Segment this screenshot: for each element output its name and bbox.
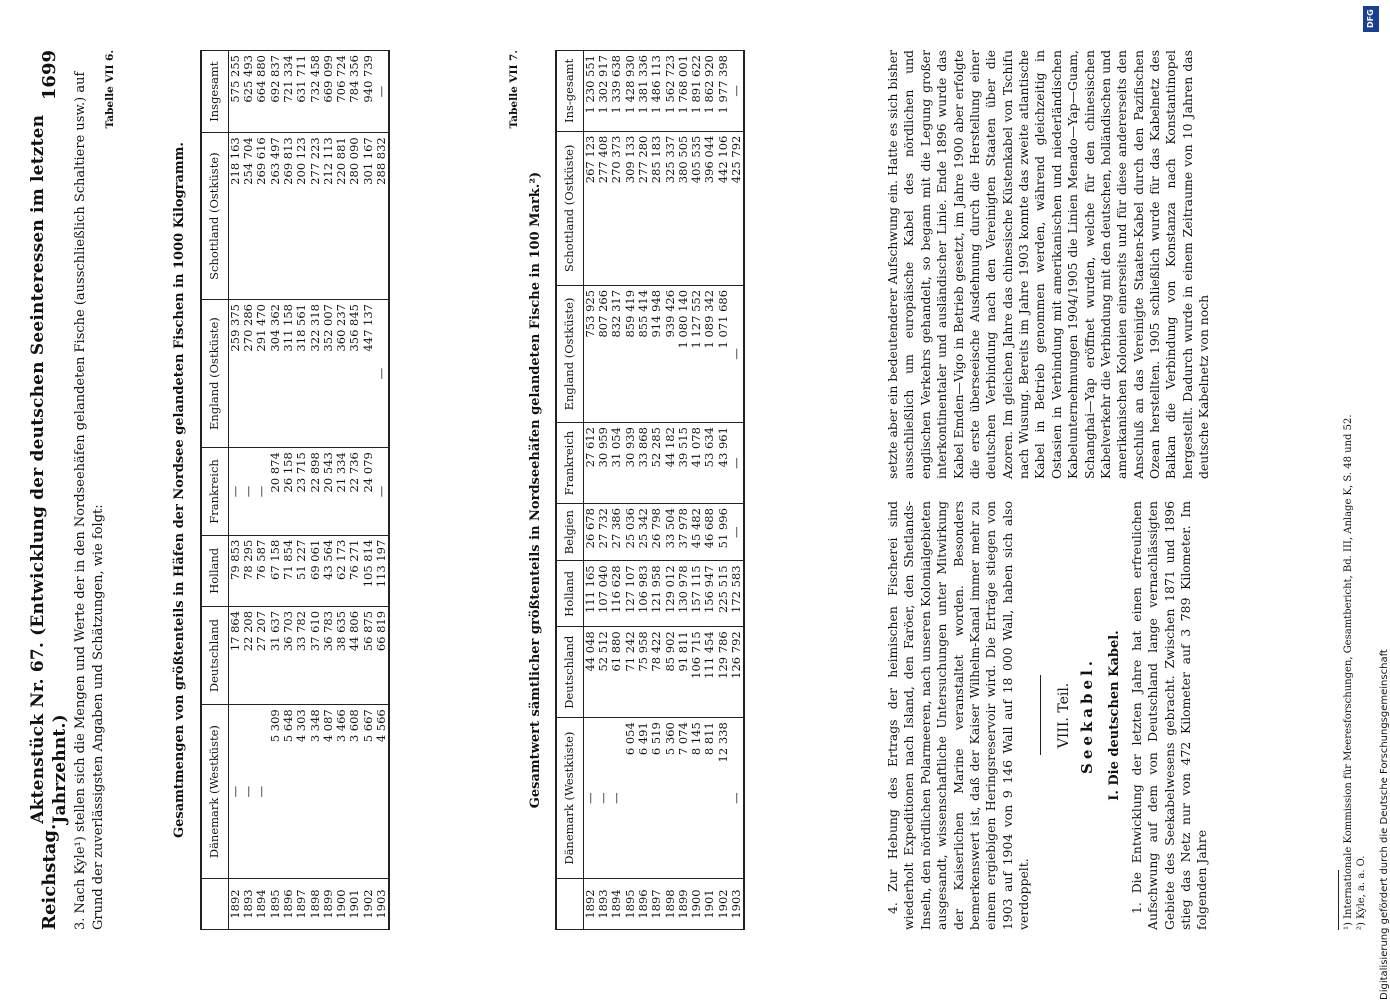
- value-cell: 27 207: [255, 606, 268, 704]
- value-cell: —: [375, 51, 389, 133]
- year-cell: 1901: [703, 879, 716, 930]
- value-cell: 44 182: [664, 423, 677, 504]
- value-cell: 25 036: [624, 504, 637, 561]
- paragraph-cables-continued: setzte aber ein bedeutenderer Aufschwung ein. Hatte es sich bisher ausschließlich um europäische Kabel des nördlichen und englischen Verkehrs gehandelt, so begann mit die Legung großer interkontinentaler und ausländischer Linie. Ende 1896 wurde das Kabel Emden—Vigo in Betrieb gesetzt, im Jahre 1900 aber erfolgte die erste überseeische Ausdehnung durch die Herstellung einer deutschen Verbindung nach den Vereinigten Staaten über die Azoren. Im gleichen Jahre das chinesische Küstenkabel von Tschifu nach Wusung. Bereits im Jahre 1903 konnte das zweite atlantische Kabel in Betrieb genommen werden, während gleichzeitig in Ostasien in Verbindung mit amerikanischen und niederländischen Kabelunternehmungen 1904/1905 die Linien Menado—Yap—Guam, Schanghai—Yap eröffnet wurden, welche für den chinesischen Kabelverkehr die Verbindung mit den deutschen, holländischen und amerikanischen Kolonien einerseits und für diese andererseits den Anschluß an das Vereinigte Staaten-Kabel durch den Pazifischen Ozean herstellten. 1905 schließlich wurde für das Kabelnetz des Balkan die Verbindung von Konstanza nach Konstantinopel hergestellt. Dadurch wurde in einem Zeitraume von 10 Jahren das deutsche Kabelnetz von noch: [885, 50, 1212, 479]
- column-header: [556, 879, 583, 930]
- value-cell: 631 711: [295, 51, 308, 133]
- year-cell: 1897: [295, 879, 308, 930]
- value-cell: 111 165: [583, 561, 597, 627]
- value-cell: 721 334: [282, 51, 295, 133]
- value-cell: 130 978: [677, 561, 690, 627]
- value-cell: —: [228, 448, 242, 536]
- year-cell: 1898: [309, 879, 322, 930]
- table-row: [362, 51, 375, 930]
- value-cell: 62 173: [335, 535, 348, 606]
- value-cell: 270 286: [242, 300, 255, 448]
- value-cell: —: [255, 705, 268, 879]
- year-cell: 1901: [348, 879, 361, 930]
- column-header: England (Ostküste): [201, 300, 228, 448]
- year-cell: 1898: [664, 879, 677, 930]
- table-row: [375, 51, 389, 930]
- value-cell: 121 958: [650, 561, 663, 627]
- value-cell: 33 782: [295, 606, 308, 704]
- value-cell: 30 939: [624, 423, 637, 504]
- paragraph-cables-intro: 1. Die Entwicklung der letzten Jahre hat einen erfreulichen Aufschwung auf dem von Deutschland lange vernachlässigten Gebiete des Seekabelwesens gebracht. Zwischen 1871 und 1896 stieg das Netz nur von 472 Kilometer auf 3 789 Kilometer. Im folgenden Jahre: [1128, 501, 1210, 930]
- value-cell: 212 113: [322, 133, 335, 300]
- text-columns: [885, 50, 1355, 930]
- value-cell: 78 295: [242, 535, 255, 606]
- value-cell: 51 996: [717, 504, 730, 561]
- value-cell: 46 688: [703, 504, 716, 561]
- value-cell: 105 814: [362, 535, 375, 606]
- value-cell: 41 078: [690, 423, 703, 504]
- value-cell: 1 339 638: [610, 51, 623, 132]
- value-cell: 37 610: [309, 606, 322, 704]
- intro-text: 3. Nach Kyle¹) stellen sich die Mengen und Werte der in den Nordseehäfen gelandeten Fische (ausschließlich Schaltiere usw.) auf Grund der zuverlässigsten Angaben und Schätzungen, wie folgt:: [73, 71, 106, 930]
- value-cell: 1 071 686: [717, 285, 730, 422]
- value-cell: 6 054: [624, 718, 637, 879]
- column-header: Holland: [201, 535, 228, 606]
- value-cell: 1 862 920: [703, 51, 716, 132]
- value-cell: 6 519: [650, 718, 663, 879]
- value-cell: 52 285: [650, 423, 663, 504]
- value-cell: 23 715: [295, 448, 308, 536]
- value-cell: 61 880: [610, 627, 623, 718]
- table-row: [664, 51, 677, 930]
- table2-tag: Tabelle VII 7.: [508, 50, 520, 129]
- value-cell: 318 561: [295, 300, 308, 448]
- value-cell: 4 566: [375, 705, 389, 879]
- table-row: [242, 51, 255, 930]
- value-cell: 76 271: [348, 535, 361, 606]
- year-cell: 1902: [362, 879, 375, 930]
- value-cell: 1 891 622: [690, 51, 703, 132]
- value-cell: 44 806: [348, 606, 361, 704]
- column-header: Insgesamt: [201, 51, 228, 133]
- year-cell: 1902: [717, 879, 730, 930]
- digitization-sideline: [1363, 0, 1390, 1000]
- value-cell: 1 562 723: [664, 51, 677, 132]
- value-cell: 127 107: [624, 561, 637, 627]
- year-cell: 1900: [690, 879, 703, 930]
- table-row: [677, 51, 690, 930]
- value-cell: —: [583, 718, 597, 879]
- value-cell: 8 811: [703, 718, 716, 879]
- value-cell: —: [730, 51, 744, 132]
- column-header: Ins-gesamt: [556, 51, 583, 132]
- value-cell: 12 338: [717, 718, 730, 879]
- value-cell: —: [730, 423, 744, 504]
- value-cell: 30 959: [597, 423, 610, 504]
- value-cell: 291 470: [255, 300, 268, 448]
- value-cell: 269 616: [255, 133, 268, 300]
- value-cell: 225 515: [717, 561, 730, 627]
- value-cell: 280 090: [348, 133, 361, 300]
- value-cell: 36 703: [282, 606, 295, 704]
- text-column-left: [885, 501, 1355, 930]
- value-cell: 51 227: [295, 535, 308, 606]
- value-cell: 116 628: [610, 561, 623, 627]
- value-cell: 44 048: [583, 627, 597, 718]
- value-cell: 285 183: [650, 131, 663, 285]
- value-cell: 39 515: [677, 423, 690, 504]
- value-cell: 26 678: [583, 504, 597, 561]
- value-cell: —: [375, 300, 389, 448]
- divider: [1040, 676, 1041, 756]
- table-row: [228, 51, 242, 930]
- value-cell: 113 197: [375, 535, 389, 606]
- year-cell: 1900: [335, 879, 348, 930]
- column-header: Dänemark (Westküste): [201, 705, 228, 879]
- value-cell: 21 334: [335, 448, 348, 536]
- table-row: [348, 51, 361, 930]
- value-cell: 4 303: [295, 705, 308, 879]
- table-header-row: [556, 51, 583, 930]
- column-header: Deutschland: [201, 606, 228, 704]
- value-cell: 259 375: [228, 300, 242, 448]
- table-row: [583, 51, 597, 930]
- value-cell: 156 947: [703, 561, 716, 627]
- value-cell: 7 074: [677, 718, 690, 879]
- value-cell: 1 302 917: [597, 51, 610, 132]
- header-left: Reichstag.: [39, 823, 61, 930]
- year-cell: 1899: [677, 879, 690, 930]
- value-cell: 669 099: [322, 51, 335, 133]
- value-cell: 1 127 552: [690, 285, 703, 422]
- value-cell: 807 266: [597, 285, 610, 422]
- footnote-2: ²) Kyle, a. a. O.: [1355, 855, 1367, 930]
- column-header: Schottland (Ostküste): [201, 133, 228, 300]
- year-cell: 1892: [228, 879, 242, 930]
- value-cell: —: [610, 718, 623, 879]
- column-header: Frankreich: [556, 423, 583, 504]
- value-cell: 277 280: [637, 131, 650, 285]
- value-cell: 20 543: [322, 448, 335, 536]
- value-cell: 288 832: [375, 133, 389, 300]
- table-row: [295, 51, 308, 930]
- value-cell: 425 792: [730, 131, 744, 285]
- column-header: England (Ostküste): [556, 285, 583, 422]
- dfg-logo: DFG: [1363, 6, 1379, 32]
- column-header: Deutschland: [556, 627, 583, 718]
- value-cell: 27 732: [597, 504, 610, 561]
- table-row: [255, 51, 268, 930]
- value-cell: 575 255: [228, 51, 242, 133]
- value-cell: 325 337: [664, 131, 677, 285]
- value-cell: 53 634: [703, 423, 716, 504]
- value-cell: 732 458: [309, 51, 322, 133]
- value-cell: 20 874: [269, 448, 282, 536]
- value-cell: —: [375, 448, 389, 536]
- value-cell: 939 426: [664, 285, 677, 422]
- value-cell: 43 961: [717, 423, 730, 504]
- table-row: [717, 51, 730, 930]
- column-header: Belgien: [556, 504, 583, 561]
- table-row: [309, 51, 322, 930]
- value-cell: 254 704: [242, 133, 255, 300]
- year-cell: 1903: [375, 879, 389, 930]
- value-cell: 3 608: [348, 705, 361, 879]
- table-row: [637, 51, 650, 930]
- value-cell: 126 792: [730, 627, 744, 718]
- value-cell: 24 079: [362, 448, 375, 536]
- value-cell: 157 115: [690, 561, 703, 627]
- value-cell: 706 724: [335, 51, 348, 133]
- table-row: [690, 51, 703, 930]
- value-cell: 56 875: [362, 606, 375, 704]
- value-cell: 692 837: [269, 51, 282, 133]
- value-cell: 129 012: [664, 561, 677, 627]
- value-cell: 8 145: [690, 718, 703, 879]
- value-cell: —: [242, 705, 255, 879]
- value-cell: 5 309: [269, 705, 282, 879]
- value-cell: 129 786: [717, 627, 730, 718]
- table-row: [282, 51, 295, 930]
- year-cell: 1895: [624, 879, 637, 930]
- value-cell: 4 087: [322, 705, 335, 879]
- value-cell: 664 880: [255, 51, 268, 133]
- value-cell: 352 007: [322, 300, 335, 448]
- year-cell: 1903: [730, 879, 744, 930]
- value-cell: 360 237: [335, 300, 348, 448]
- value-cell: 26 798: [650, 504, 663, 561]
- value-cell: 17 864: [228, 606, 242, 704]
- table-row: [269, 51, 282, 930]
- value-cell: 1 230 551: [583, 51, 597, 132]
- value-cell: 311 158: [282, 300, 295, 448]
- value-cell: 36 783: [322, 606, 335, 704]
- year-cell: 1893: [597, 879, 610, 930]
- value-cell: 85 902: [664, 627, 677, 718]
- page-number: 1699: [39, 50, 61, 101]
- value-cell: 22 208: [242, 606, 255, 704]
- value-cell: 75 958: [637, 627, 650, 718]
- value-cell: 277 408: [597, 131, 610, 285]
- value-cell: 396 044: [703, 131, 716, 285]
- value-cell: 71 242: [624, 627, 637, 718]
- table-row: [650, 51, 663, 930]
- table-header-row: [201, 51, 228, 930]
- section-heading: I. Die deutschen Kabel.: [1106, 630, 1122, 801]
- text-column-right: [885, 50, 1355, 479]
- value-cell: 69 061: [309, 535, 322, 606]
- table-row: [610, 51, 623, 930]
- year-cell: 1894: [255, 879, 268, 930]
- paragraph-fisheries: 4. Zur Hebung des Ertrags der heimischen Fischerei sind wiederholt Expeditionen nach Island, den Faröer, den Shetlands-Inseln, den nördlichen Polarmeeren, nach unseren Kolonialgebieten ausgesandt, wissenschaftliche Untersuchungen unter Mitwirkung der Kaiserlichen Marine veranstaltet worden. Besonders bemerkenswert ist, daß der Kaiser Wilhelm-Kanal immer mehr zu einem ergiebigen Heringsreservoir wird. Die Erträge stiegen von 1903 auf 1904 von 9 146 Wall auf 18 000 Wall, haben sich also verdoppelt.: [885, 501, 1031, 930]
- value-cell: 106 983: [637, 561, 650, 627]
- value-cell: 356 845: [348, 300, 361, 448]
- value-cell: 405 535: [690, 131, 703, 285]
- value-cell: 43 564: [322, 535, 335, 606]
- value-cell: 91 811: [677, 627, 690, 718]
- value-cell: 5 667: [362, 705, 375, 879]
- value-cell: 45 482: [690, 504, 703, 561]
- value-cell: —: [730, 504, 744, 561]
- value-cell: 267 123: [583, 131, 597, 285]
- page-header: [30, 50, 70, 930]
- value-cell: 106 715: [690, 627, 703, 718]
- part-title: Seekabel.: [1077, 657, 1096, 774]
- value-cell: 27 386: [610, 504, 623, 561]
- table1-caption: Gesamtmengen von größtenteils in Häfen der Nordsee gelandeten Fischen in 1000 Kilogramm.: [172, 142, 187, 838]
- value-cell: 859 419: [624, 285, 637, 422]
- value-cell: 200 123: [295, 133, 308, 300]
- table2-caption: Gesamtwert sämtlicher größtenteils in Nordseehäfen gelandeten Fische in 100 Mark.²): [528, 171, 543, 809]
- value-cell: 301 167: [362, 133, 375, 300]
- value-cell: 26 158: [282, 448, 295, 536]
- table-row: [597, 51, 610, 930]
- value-cell: 3 466: [335, 705, 348, 879]
- column-header: Frankreich: [201, 448, 228, 536]
- year-cell: 1896: [282, 879, 295, 930]
- year-cell: 1894: [610, 879, 623, 930]
- table-row: [703, 51, 716, 930]
- value-cell: 309 133: [624, 131, 637, 285]
- year-cell: 1893: [242, 879, 255, 930]
- value-cell: 322 318: [309, 300, 322, 448]
- value-cell: —: [242, 448, 255, 536]
- funding-note: Digitalisierung gefördert durch die Deutsche Forschungsgemeinschaft: [1379, 649, 1390, 1000]
- value-cell: 22 736: [348, 448, 361, 536]
- value-cell: —: [730, 718, 744, 879]
- value-cell: 218 163: [228, 133, 242, 300]
- value-cell: 25 342: [637, 504, 650, 561]
- column-header: Holland: [556, 561, 583, 627]
- value-cell: 111 454: [703, 627, 716, 718]
- table-row: [322, 51, 335, 930]
- value-cell: 832 317: [610, 285, 623, 422]
- value-cell: —: [597, 718, 610, 879]
- value-cell: 66 819: [375, 606, 389, 704]
- table-fish-values: [555, 50, 745, 930]
- value-cell: 447 137: [362, 300, 375, 448]
- value-cell: 172 583: [730, 561, 744, 627]
- footnote-1: ¹) Internationale Kommission für Meeresforschungen, Gesamtbericht, Bd. III, Anlage K, S. 48 und 52.: [1343, 414, 1354, 930]
- value-cell: 52 512: [597, 627, 610, 718]
- value-cell: 784 356: [348, 51, 361, 133]
- value-cell: 22 898: [309, 448, 322, 536]
- column-header: [201, 879, 228, 930]
- value-cell: 753 925: [583, 285, 597, 422]
- value-cell: 6 491: [637, 718, 650, 879]
- column-header: Schottland (Ostküste): [556, 131, 583, 285]
- table-row: [335, 51, 348, 930]
- value-cell: 33 868: [637, 423, 650, 504]
- year-cell: 1897: [650, 879, 663, 930]
- year-cell: 1895: [269, 879, 282, 930]
- value-cell: 76 587: [255, 535, 268, 606]
- value-cell: 5 360: [664, 718, 677, 879]
- value-cell: 1 428 930: [624, 51, 637, 132]
- value-cell: 1 977 398: [717, 51, 730, 132]
- value-cell: 304 362: [269, 300, 282, 448]
- value-cell: 79 853: [228, 535, 242, 606]
- header-title: Aktenstück Nr. 67. (Entwicklung der deutschen Seeinteressen im letzten Jahrzehnt.): [28, 114, 70, 824]
- value-cell: 270 373: [610, 131, 623, 285]
- value-cell: 33 504: [664, 504, 677, 561]
- table-fish-quantities: [200, 50, 390, 930]
- value-cell: 1 089 342: [703, 285, 716, 422]
- value-cell: 380 505: [677, 131, 690, 285]
- value-cell: 1 768 001: [677, 51, 690, 132]
- value-cell: 1 381 336: [637, 51, 650, 132]
- table1-tag: Tabelle VII 6.: [104, 50, 116, 129]
- value-cell: 277 223: [309, 133, 322, 300]
- value-cell: 31 637: [269, 606, 282, 704]
- value-cell: 78 422: [650, 627, 663, 718]
- table-row: [624, 51, 637, 930]
- year-cell: 1892: [583, 879, 597, 930]
- value-cell: 3 348: [309, 705, 322, 879]
- value-cell: 1 486 113: [650, 51, 663, 132]
- value-cell: —: [730, 285, 744, 422]
- value-cell: 37 978: [677, 504, 690, 561]
- value-cell: 31 054: [610, 423, 623, 504]
- year-cell: 1899: [322, 879, 335, 930]
- value-cell: —: [228, 705, 242, 879]
- value-cell: 442 106: [717, 131, 730, 285]
- value-cell: 1 080 140: [677, 285, 690, 422]
- value-cell: 220 881: [335, 133, 348, 300]
- footnote-rule: [1338, 870, 1339, 930]
- value-cell: 940 739: [362, 51, 375, 133]
- value-cell: —: [255, 448, 268, 536]
- value-cell: 71 854: [282, 535, 295, 606]
- value-cell: 625 493: [242, 51, 255, 133]
- value-cell: 263 497: [269, 133, 282, 300]
- table-row: [730, 51, 744, 930]
- value-cell: 38 635: [335, 606, 348, 704]
- value-cell: 855 414: [637, 285, 650, 422]
- year-cell: 1896: [637, 879, 650, 930]
- value-cell: 67 158: [269, 535, 282, 606]
- column-header: Dänemark (Westküste): [556, 718, 583, 879]
- value-cell: 914 948: [650, 285, 663, 422]
- value-cell: 5 648: [282, 705, 295, 879]
- value-cell: 107 040: [597, 561, 610, 627]
- value-cell: 269 813: [282, 133, 295, 300]
- part-heading: VIII. Teil.: [1056, 682, 1073, 749]
- value-cell: 27 612: [583, 423, 597, 504]
